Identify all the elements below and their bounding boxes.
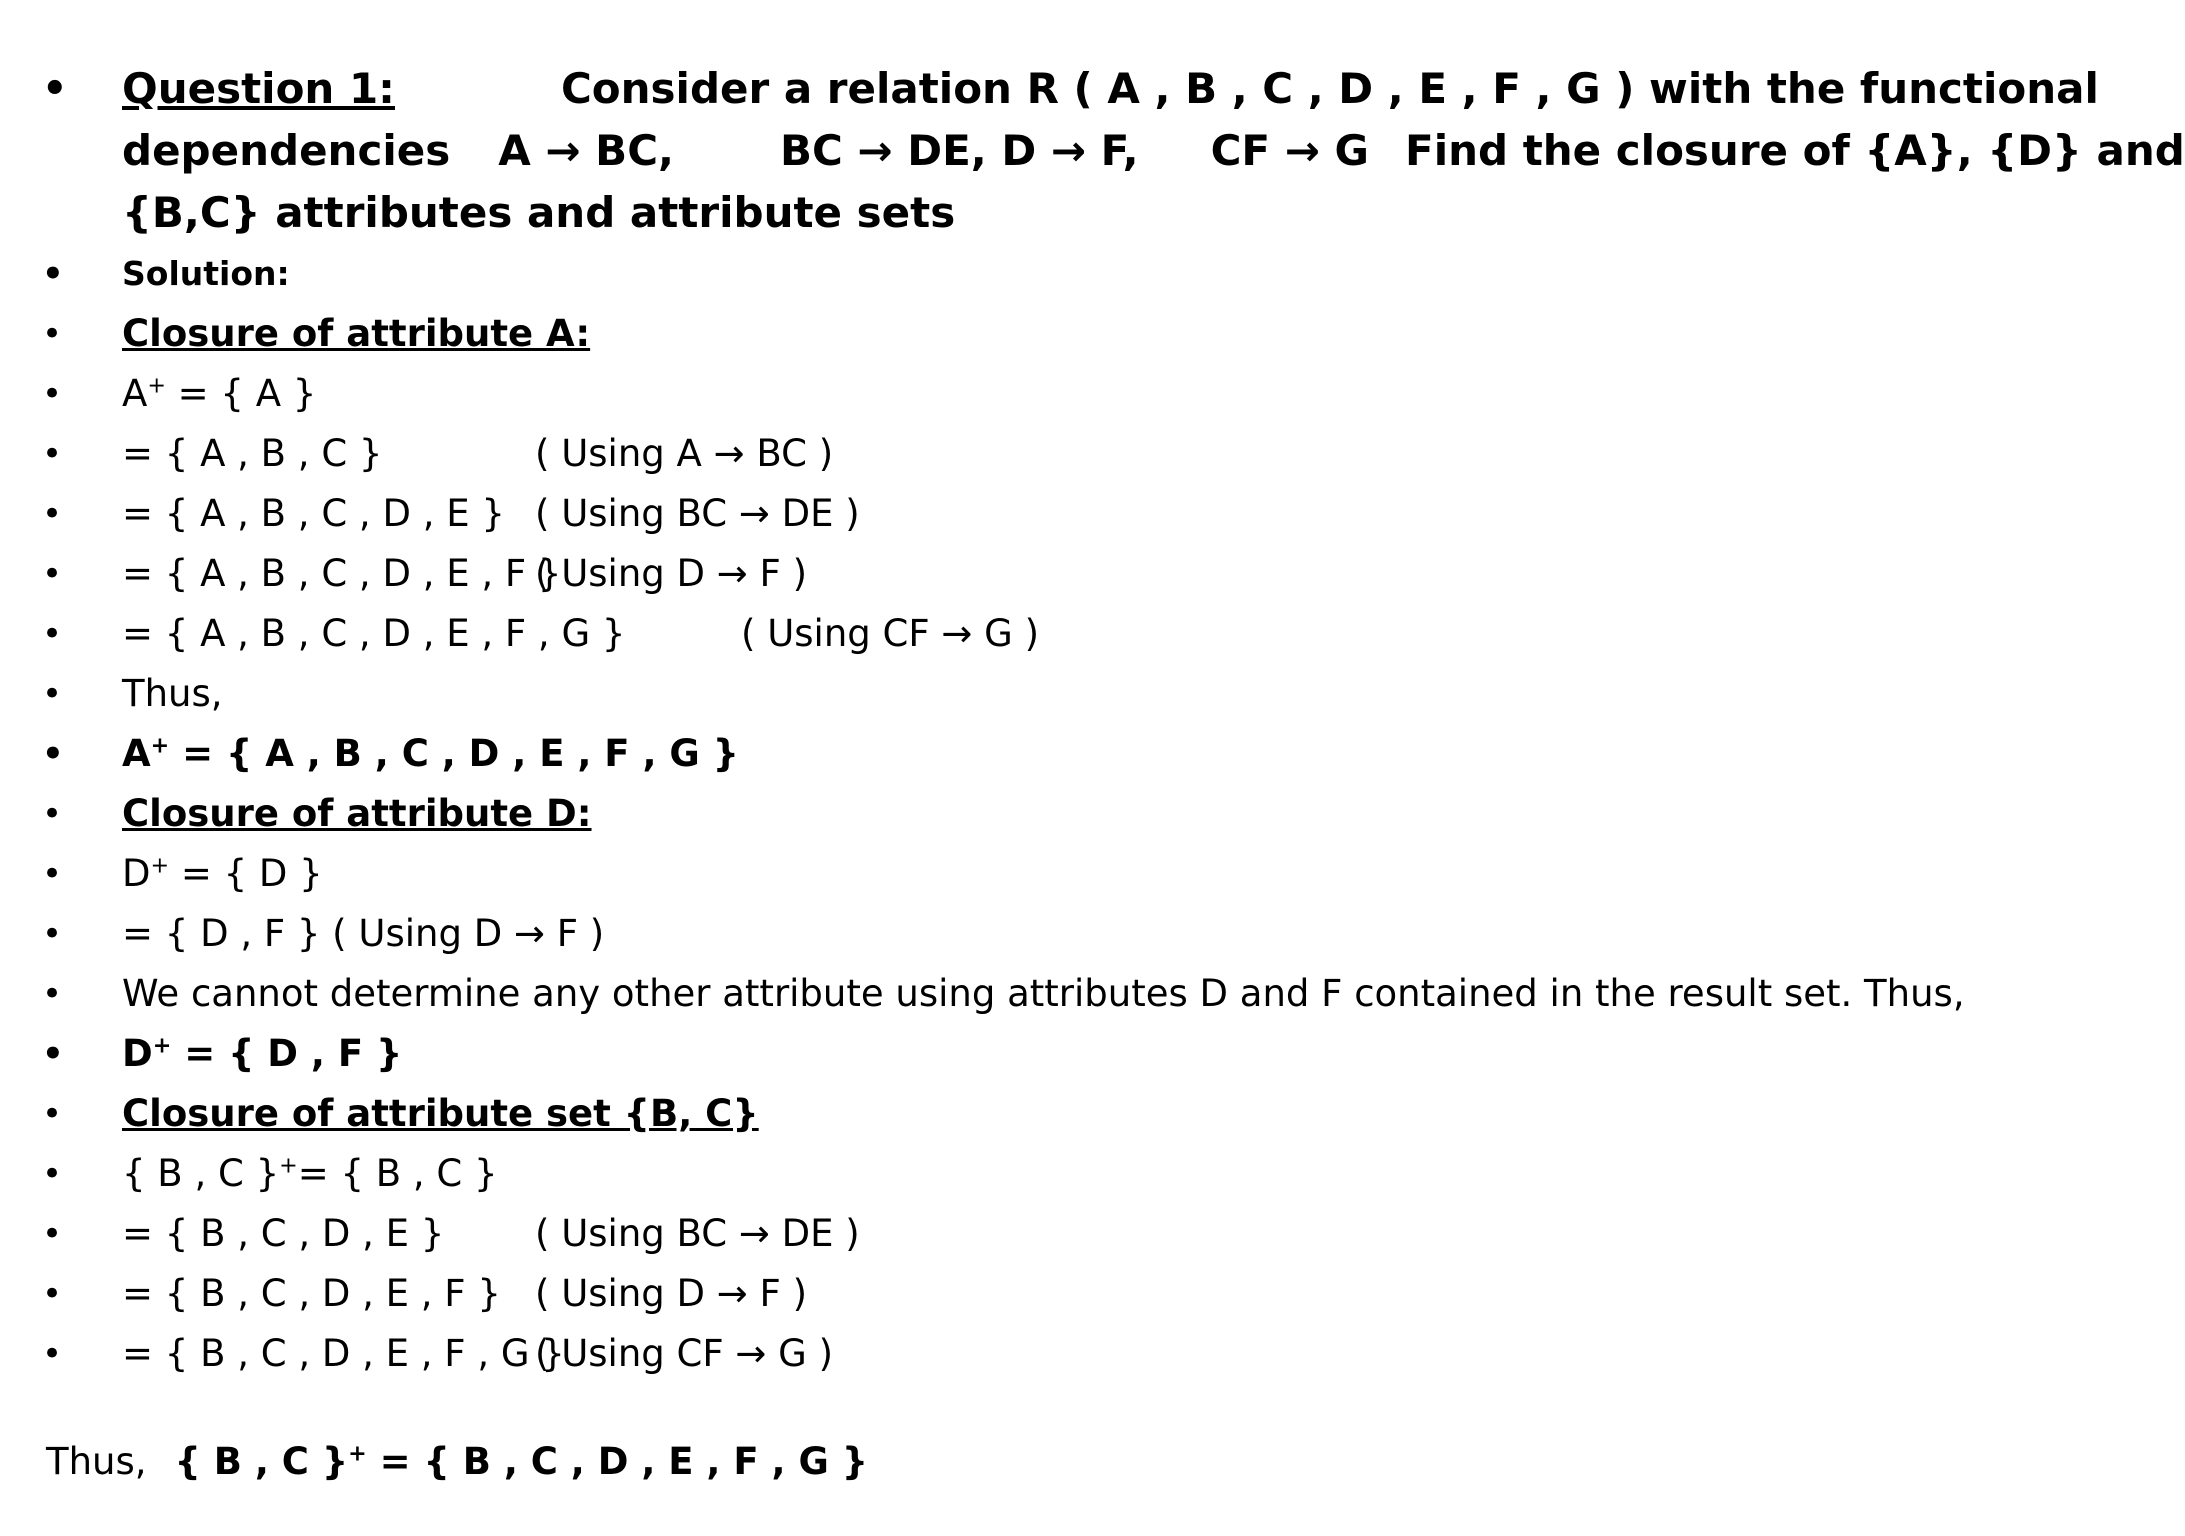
question-line-3: {B,C} attributes and attribute sets — [122, 188, 956, 237]
bullet-dot: • — [42, 66, 68, 112]
closure-a-thus: • Thus, — [42, 672, 223, 715]
closure-a-step-1: • = { A , B , C } ( Using A → BC ) — [42, 432, 834, 475]
closure-bc-step-1: • = { B , C , D , E } ( Using BC → DE ) — [42, 1212, 860, 1255]
closure-d-note: • We cannot determine any other attribute using attributes D and F contained in the result set. Thus, — [42, 972, 1965, 1015]
question-label: Question 1: — [122, 64, 395, 113]
question-bullet — [0, 58, 2185, 244]
closure-a-start: • A+ = { A } — [42, 372, 317, 415]
fd-1: A → BC, — [498, 126, 674, 175]
fd-2: BC → DE, D → F, — [779, 126, 1139, 175]
closure-d-result: • D+ = { D , F } — [42, 1032, 403, 1075]
closure-a-step-3: • = { A , B , C , D , E , F }( Using D → F ) — [42, 552, 808, 595]
question-text-2a: dependencies — [122, 126, 451, 175]
closure-a-heading: • Closure of attribute A: — [42, 312, 591, 355]
final-closure: { B , C }+ = { B , C , D , E , F , G } — [174, 1440, 869, 1483]
final-thus: Thus, — [46, 1440, 147, 1483]
closure-a-result: • A+ = { A , B , C , D , E , F , G } — [42, 732, 739, 775]
closure-d-step: • = { D , F } ( Using D → F ) — [42, 912, 605, 955]
fd-3: CF → G — [1210, 126, 1370, 175]
question-text-2b: Find the closure of {A}, {D} and — [1405, 126, 2185, 175]
bullet-list — [0, 58, 2185, 1384]
question-text-1: Consider a relation R ( A , B , C , D , E , F , G ) with the functional — [560, 64, 2099, 113]
closure-a-step-4: • = { A , B , C , D , E , F , G } ( Using CF → G ) — [42, 612, 1040, 655]
closure-bc-start: • { B , C }+= { B , C } — [42, 1152, 498, 1195]
closure-d-heading: • Closure of attribute D: — [42, 792, 592, 835]
closure-d-start: • D+ = { D } — [42, 852, 323, 895]
question-line-2 — [122, 120, 2185, 182]
solution-label: • Solution: — [42, 254, 290, 294]
final-result — [46, 1432, 868, 1492]
closure-a-step-2: • = { A , B , C , D , E } ( Using BC → DE ) — [42, 492, 860, 535]
closure-bc-step-3: • = { B , C , D , E , F , G }( Using CF → G ) — [42, 1332, 834, 1375]
question-line-1 — [122, 58, 2099, 120]
closure-bc-heading: • Closure of attribute set {B, C} — [42, 1092, 759, 1135]
closure-bc-step-2: • = { B , C , D , E , F } ( Using D → F ) — [42, 1272, 808, 1315]
